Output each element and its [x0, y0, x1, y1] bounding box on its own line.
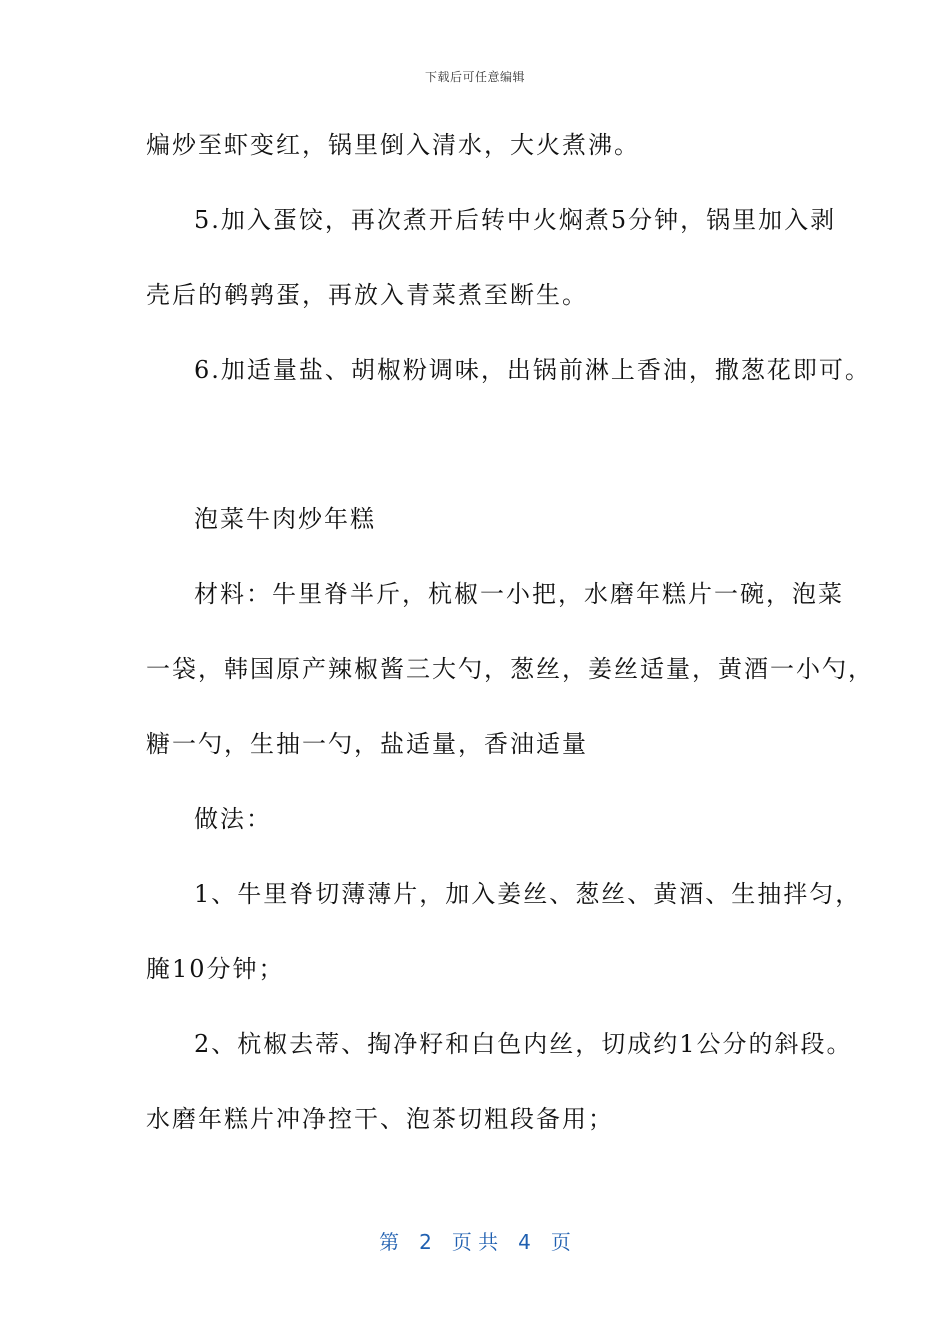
page-footer	[0, 1226, 950, 1255]
body-line: 5.加入蛋饺，再次煮开后转中火焖煮5分钟，锅里加入剥	[194, 206, 837, 234]
page-current: 2	[419, 1230, 432, 1254]
section-title: 泡菜牛肉炒年糕	[194, 505, 376, 533]
body-line: 糖一勺，生抽一勺，盐适量，香油适量	[146, 730, 588, 758]
body-line: 壳后的鹌鹑蛋，再放入青菜煮至断生。	[146, 281, 588, 309]
header-note: 下载后可任意编辑	[424, 70, 525, 84]
body-line: 水磨年糕片冲净控干、泡茶切粗段备用；	[146, 1105, 614, 1133]
body-line: 1、牛里脊切薄薄片，加入姜丝、葱丝、黄酒、生抽拌匀，	[194, 880, 862, 908]
body-line: 煸炒至虾变红，锅里倒入清水，大火煮沸。	[146, 131, 640, 159]
body-line: 一袋，韩国原产辣椒酱三大勺，葱丝，姜丝适量，黄酒一小勺，	[146, 655, 874, 683]
page-middle: 页 共	[451, 1230, 499, 1254]
body-line: 6.加适量盐、胡椒粉调味，出锅前淋上香油，撒葱花即可。	[194, 356, 871, 384]
body-line: 材料：牛里脊半斤，杭椒一小把，水磨年糕片一碗，泡菜	[194, 580, 844, 608]
body-line: 做法：	[194, 805, 272, 833]
body-line: 2、杭椒去蒂、掏净籽和白色内丝，切成约1公分的斜段。	[194, 1030, 853, 1058]
page-suffix: 页	[550, 1230, 571, 1254]
page-prefix: 第	[379, 1230, 400, 1254]
body-line: 腌10分钟；	[146, 955, 285, 983]
page-total: 4	[518, 1230, 531, 1254]
